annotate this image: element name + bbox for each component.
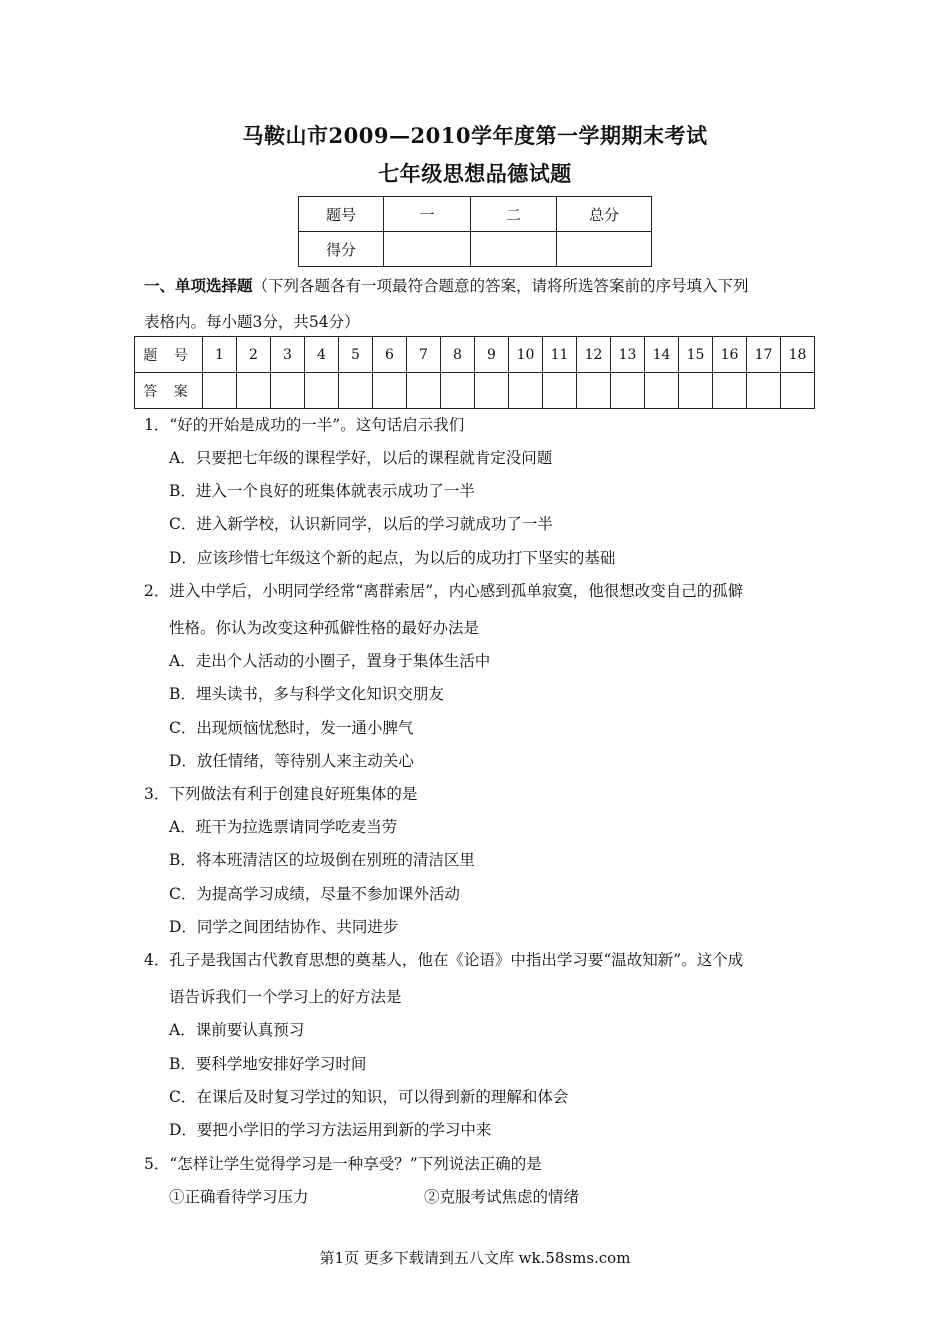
option-d: D．同学之间团结协作、共同进步 bbox=[169, 918, 399, 936]
score-entry-cell[interactable] bbox=[471, 232, 557, 267]
question-number-cell: 8 bbox=[441, 337, 475, 373]
option-c: C．进入新学校，认识新同学，以后的学习就成功了一半 bbox=[169, 515, 553, 533]
section-instruction-cont: 表格内。每小题3分，共54分） bbox=[144, 313, 360, 331]
answer-cell[interactable] bbox=[781, 373, 815, 409]
answer-cell[interactable] bbox=[237, 373, 271, 409]
option-b: B．进入一个良好的班集体就表示成功了一半 bbox=[169, 482, 475, 500]
section-heading bbox=[144, 268, 814, 340]
question-number-cell: 10 bbox=[509, 337, 543, 373]
score-entry-cell[interactable] bbox=[557, 232, 652, 267]
section-title: 一、单项选择题 bbox=[144, 276, 253, 295]
question-number-cell: 4 bbox=[305, 337, 339, 373]
option-a: A．课前要认真预习 bbox=[169, 1021, 305, 1039]
question-stem: 5．“怎样让学生觉得学习是一种享受？”下列说法正确的是 bbox=[144, 1155, 542, 1173]
score-row-label: 得分 bbox=[299, 232, 384, 267]
answer-cell[interactable] bbox=[577, 373, 611, 409]
question-number-cell: 14 bbox=[645, 337, 679, 373]
question-number-cell: 2 bbox=[237, 337, 271, 373]
question-number-cell: 11 bbox=[543, 337, 577, 373]
option-c: C．在课后及时复习学过的知识，可以得到新的理解和体会 bbox=[169, 1088, 569, 1106]
question-stem-cont: 语告诉我们一个学习上的好方法是 bbox=[169, 988, 402, 1006]
option-b: B．将本班清洁区的垃圾倒在别班的清洁区里 bbox=[169, 851, 475, 869]
option-a: A．走出个人活动的小圈子，置身于集体生活中 bbox=[169, 652, 491, 670]
question-stem: 4．孔子是我国古代教育思想的奠基人，他在《论语》中指出学习要“温故知新”。这个成 bbox=[144, 951, 744, 969]
score-header-cell: 总分 bbox=[557, 197, 652, 232]
option-d: D．要把小学旧的学习方法运用到新的学习中来 bbox=[169, 1121, 492, 1139]
question-number-cell: 17 bbox=[747, 337, 781, 373]
answer-cell[interactable] bbox=[543, 373, 577, 409]
page-footer: 第1页 更多下载请到五八文库 wk.58sms.com bbox=[319, 1249, 631, 1267]
page-title: 马鞍山市2009—2010学年度第一学期期末考试 bbox=[242, 123, 708, 148]
question-number-cell: 5 bbox=[339, 337, 373, 373]
option-b: B．要科学地安排好学习时间 bbox=[169, 1055, 367, 1073]
answer-entry-row bbox=[135, 373, 815, 409]
question-number-cell: 9 bbox=[475, 337, 509, 373]
answer-cell[interactable] bbox=[713, 373, 747, 409]
answer-row-label: 答 案 bbox=[135, 373, 203, 409]
score-table-header-row bbox=[299, 197, 652, 232]
answer-cell[interactable] bbox=[271, 373, 305, 409]
answer-cell[interactable] bbox=[407, 373, 441, 409]
statement-2: ②克服考试焦虑的情绪 bbox=[424, 1188, 580, 1206]
answer-cell[interactable] bbox=[373, 373, 407, 409]
answer-cell[interactable] bbox=[747, 373, 781, 409]
question-stem-cont: 性格。你认为改变这种孤僻性格的最好办法是 bbox=[169, 619, 480, 637]
question-stem: 1．“好的开始是成功的一半”。这句话启示我们 bbox=[144, 416, 465, 434]
option-b: B．埋头读书，多与科学文化知识交朋友 bbox=[169, 685, 444, 703]
question-number-cell: 13 bbox=[611, 337, 645, 373]
answer-number-row bbox=[135, 337, 815, 373]
answer-cell[interactable] bbox=[475, 373, 509, 409]
question-number-cell: 6 bbox=[373, 337, 407, 373]
option-d: D．放任情绪，等待别人来主动关心 bbox=[169, 752, 414, 770]
answer-cell[interactable] bbox=[611, 373, 645, 409]
score-header-cell: 题号 bbox=[299, 197, 384, 232]
question-number-cell: 7 bbox=[407, 337, 441, 373]
question-stem: 3．下列做法有利于创建良好班集体的是 bbox=[144, 785, 418, 803]
answer-row-label: 题 号 bbox=[135, 337, 203, 373]
score-header-cell: 二 bbox=[471, 197, 557, 232]
score-table-score-row bbox=[299, 232, 652, 267]
answer-table bbox=[134, 336, 815, 409]
section-instruction: （下列各题各有一项最符合题意的答案，请将所选答案前的序号填入下列 bbox=[252, 277, 749, 295]
page-subtitle: 七年级思想品德试题 bbox=[378, 161, 572, 186]
answer-cell[interactable] bbox=[305, 373, 339, 409]
answer-cell[interactable] bbox=[203, 373, 237, 409]
question-number-cell: 12 bbox=[577, 337, 611, 373]
score-entry-cell[interactable] bbox=[384, 232, 471, 267]
question-number-cell: 16 bbox=[713, 337, 747, 373]
answer-cell[interactable] bbox=[679, 373, 713, 409]
option-a: A．班干为拉选票请同学吃麦当劳 bbox=[169, 818, 398, 836]
score-table bbox=[298, 196, 652, 267]
question-stem: 2．进入中学后，小明同学经常“离群索居”，内心感到孤单寂寞，他很想改变自己的孤僻 bbox=[144, 582, 744, 600]
option-c: C．出现烦恼忧愁时，发一通小脾气 bbox=[169, 719, 414, 737]
answer-cell[interactable] bbox=[339, 373, 373, 409]
answer-cell[interactable] bbox=[509, 373, 543, 409]
answer-cell[interactable] bbox=[441, 373, 475, 409]
option-d: D．应该珍惜七年级这个新的起点，为以后的成功打下坚实的基础 bbox=[169, 549, 616, 567]
question-number-cell: 1 bbox=[203, 337, 237, 373]
option-c: C．为提高学习成绩，尽量不参加课外活动 bbox=[169, 885, 460, 903]
question-number-cell: 15 bbox=[679, 337, 713, 373]
option-a: A．只要把七年级的课程学好，以后的课程就肯定没问题 bbox=[169, 449, 553, 467]
statement-1: ①正确看待学习压力 bbox=[169, 1188, 309, 1206]
question-number-cell: 18 bbox=[781, 337, 815, 373]
question-number-cell: 3 bbox=[271, 337, 305, 373]
answer-cell[interactable] bbox=[645, 373, 679, 409]
score-header-cell: 一 bbox=[384, 197, 471, 232]
